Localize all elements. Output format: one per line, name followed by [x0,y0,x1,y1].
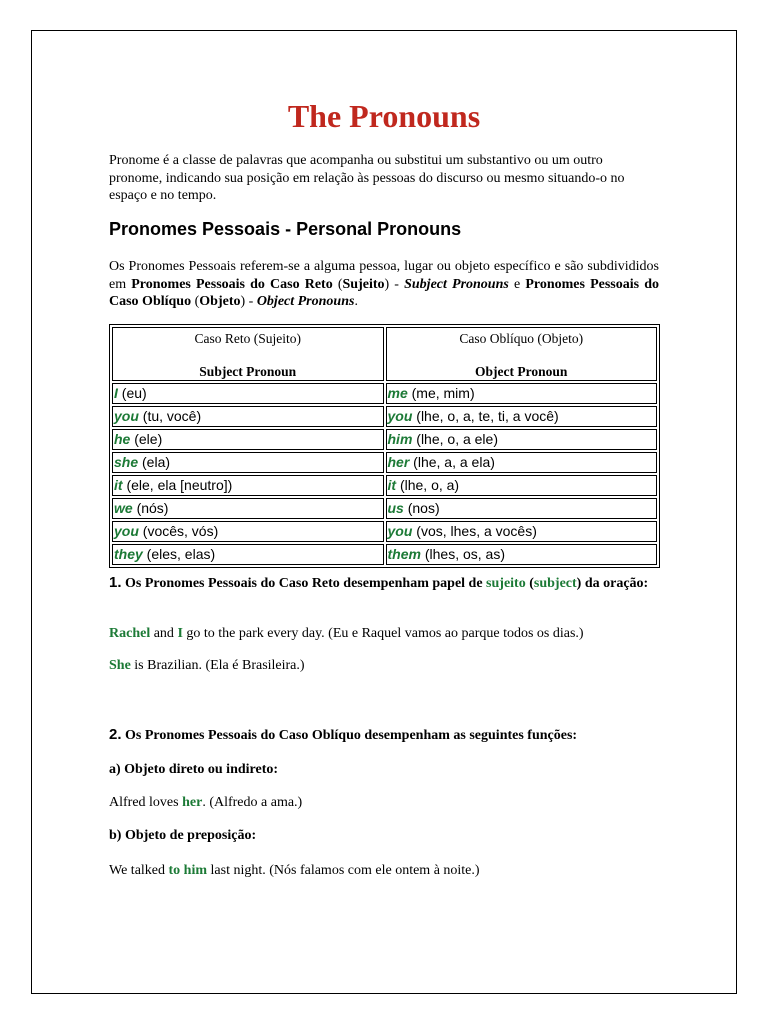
object-gloss: (lhe, o, a ele) [412,431,498,447]
object-gloss: (nos) [403,500,440,516]
example-text: go to the park every day. (Eu e Raquel vamos ao parque todos os dias.) [182,626,584,641]
subject-pronoun: you [114,523,139,539]
object-cell [386,544,658,565]
object-cell [386,475,658,496]
example-highlight-rachel: Rachel [109,626,151,641]
subject-cell [112,475,384,496]
section-1-text-b: ( [525,576,534,591]
personal-pronouns-paragraph [109,258,659,311]
object-header-title: Caso Oblíquo (Objeto) [459,331,584,346]
page-title: The Pronouns [287,98,481,134]
subject-pronoun: we [114,500,133,516]
object-pronoun: you [387,408,413,424]
table-header-row [112,327,657,381]
example-she [109,657,669,675]
subsection-b-label: b) Objeto de preposição: [109,828,257,843]
pronoun-table [109,324,660,568]
subject-gloss: (vocês, vós) [138,523,219,539]
object-pronoun: him [387,431,413,447]
section-1-highlight-subject: subject [533,576,577,591]
p2-text-1: Os Pronomes Pessoais referem-se a alguma pessoa, lugar ou objeto específico e são subdivididos em [109,259,659,292]
section-2-text: Os Pronomes Pessoais do Caso Oblíquo desempenham as seguintes funções: [121,728,578,743]
subject-cell [112,544,384,565]
object-header-sub: Object Pronoun [475,363,568,379]
subject-pronoun: she [114,454,139,470]
subject-gloss: (ele) [130,431,163,447]
example-alfred [109,794,669,812]
object-pronoun: us [387,500,404,516]
object-pronoun: them [387,546,421,562]
table-row [112,429,657,450]
example-highlight-i: I [177,626,183,641]
p2-bolditalic-2: Object Pronouns [256,294,355,309]
section-2-number: 2. [109,726,122,743]
object-gloss: (vos, lhes, a vocês) [412,523,537,539]
object-gloss: (lhe, a, a ela) [409,454,495,470]
object-pronoun: her [387,454,410,470]
subject-gloss: (ela) [138,454,171,470]
table-row [112,383,657,404]
example-text: and [150,626,178,641]
section-1-text-c: ) da oração: [576,576,649,591]
intro-paragraph: Pronome é a classe de palavras que acompanha ou substitui um substantivo ou um outro pronome, indicando sua posição em relação às pessoas do discurso ou mesmo situando-o no espaço e no tempo. [109,153,625,203]
object-cell [386,521,658,542]
subject-gloss: (ele, ela [neutro]) [122,477,233,493]
table-row [112,544,657,565]
table-row [112,475,657,496]
section-1-number: 1. [109,574,122,591]
table-row [112,406,657,427]
object-cell [386,429,658,450]
subject-header-title: Caso Reto (Sujeito) [194,331,301,346]
object-gloss: (lhe, o, a, te, ti, a você) [412,408,559,424]
subject-header [112,327,384,381]
subsection-a-label: a) Objeto direto ou indireto: [109,762,279,777]
object-pronoun: it [387,477,397,493]
subject-header-sub: Subject Pronoun [199,363,297,379]
object-pronoun: me [387,385,408,401]
object-header [386,327,658,381]
object-cell [386,498,658,519]
subject-cell [112,406,384,427]
example-text: We talked [109,863,169,878]
example-rachel [109,625,669,643]
section-1-text-a: Os Pronomes Pessoais do Caso Reto desempenham papel de [121,576,487,591]
subject-pronoun: it [114,477,123,493]
subject-pronoun: he [114,431,131,447]
example-talked [109,862,669,880]
example-highlight-her: her [182,795,203,810]
p2-text-7: . [354,294,358,309]
section-heading: Pronomes Pessoais - Personal Pronouns [109,219,462,239]
example-text: is Brazilian. (Ela é Brasileira.) [130,658,305,673]
object-cell [386,383,658,404]
p2-text-5: ( [191,294,200,309]
example-text: Alfred loves [109,795,183,810]
p2-text-6: ) - [240,294,257,309]
example-highlight-she: She [109,658,131,673]
subject-cell [112,429,384,450]
section-1-highlight-sujeito: sujeito [486,576,526,591]
section-1-heading [109,574,669,593]
example-text: last night. (Nós falamos com ele ontem à noite.) [207,863,480,878]
object-gloss: (lhe, o, a) [396,477,460,493]
subject-cell [112,521,384,542]
object-pronoun: you [387,523,413,539]
p2-bolditalic-1: Subject Pronouns [404,276,509,292]
example-text: . (Alfredo a ama.) [202,795,303,810]
subject-pronoun: you [114,408,139,424]
p2-text-3: ) - [384,276,405,292]
subject-gloss: (nós) [132,500,169,516]
section-2-heading [109,726,669,745]
subject-pronoun: they [114,546,143,562]
example-highlight-to-him: to him [168,863,208,878]
p2-text-2: ( [332,276,343,292]
p2-text-4: e [508,276,526,292]
p2-bold-3: Pronomes Pessoais do Caso Oblíquo [109,276,659,309]
subject-cell [112,498,384,519]
subject-gloss: (tu, você) [138,408,202,424]
table-row [112,452,657,473]
object-gloss: (lhes, os, as) [420,546,505,562]
p2-bold-2: Sujeito [342,276,385,292]
object-cell [386,406,658,427]
subject-gloss: (eu) [117,385,147,401]
p2-bold-4: Objeto [199,294,241,309]
table-row [112,498,657,519]
p2-bold-1: Pronomes Pessoais do Caso Reto [131,276,333,292]
subject-pronoun: I [114,385,118,401]
subject-cell [112,452,384,473]
table-row [112,521,657,542]
object-gloss: (me, mim) [407,385,475,401]
subject-cell [112,383,384,404]
object-cell [386,452,658,473]
subject-gloss: (eles, elas) [142,546,216,562]
